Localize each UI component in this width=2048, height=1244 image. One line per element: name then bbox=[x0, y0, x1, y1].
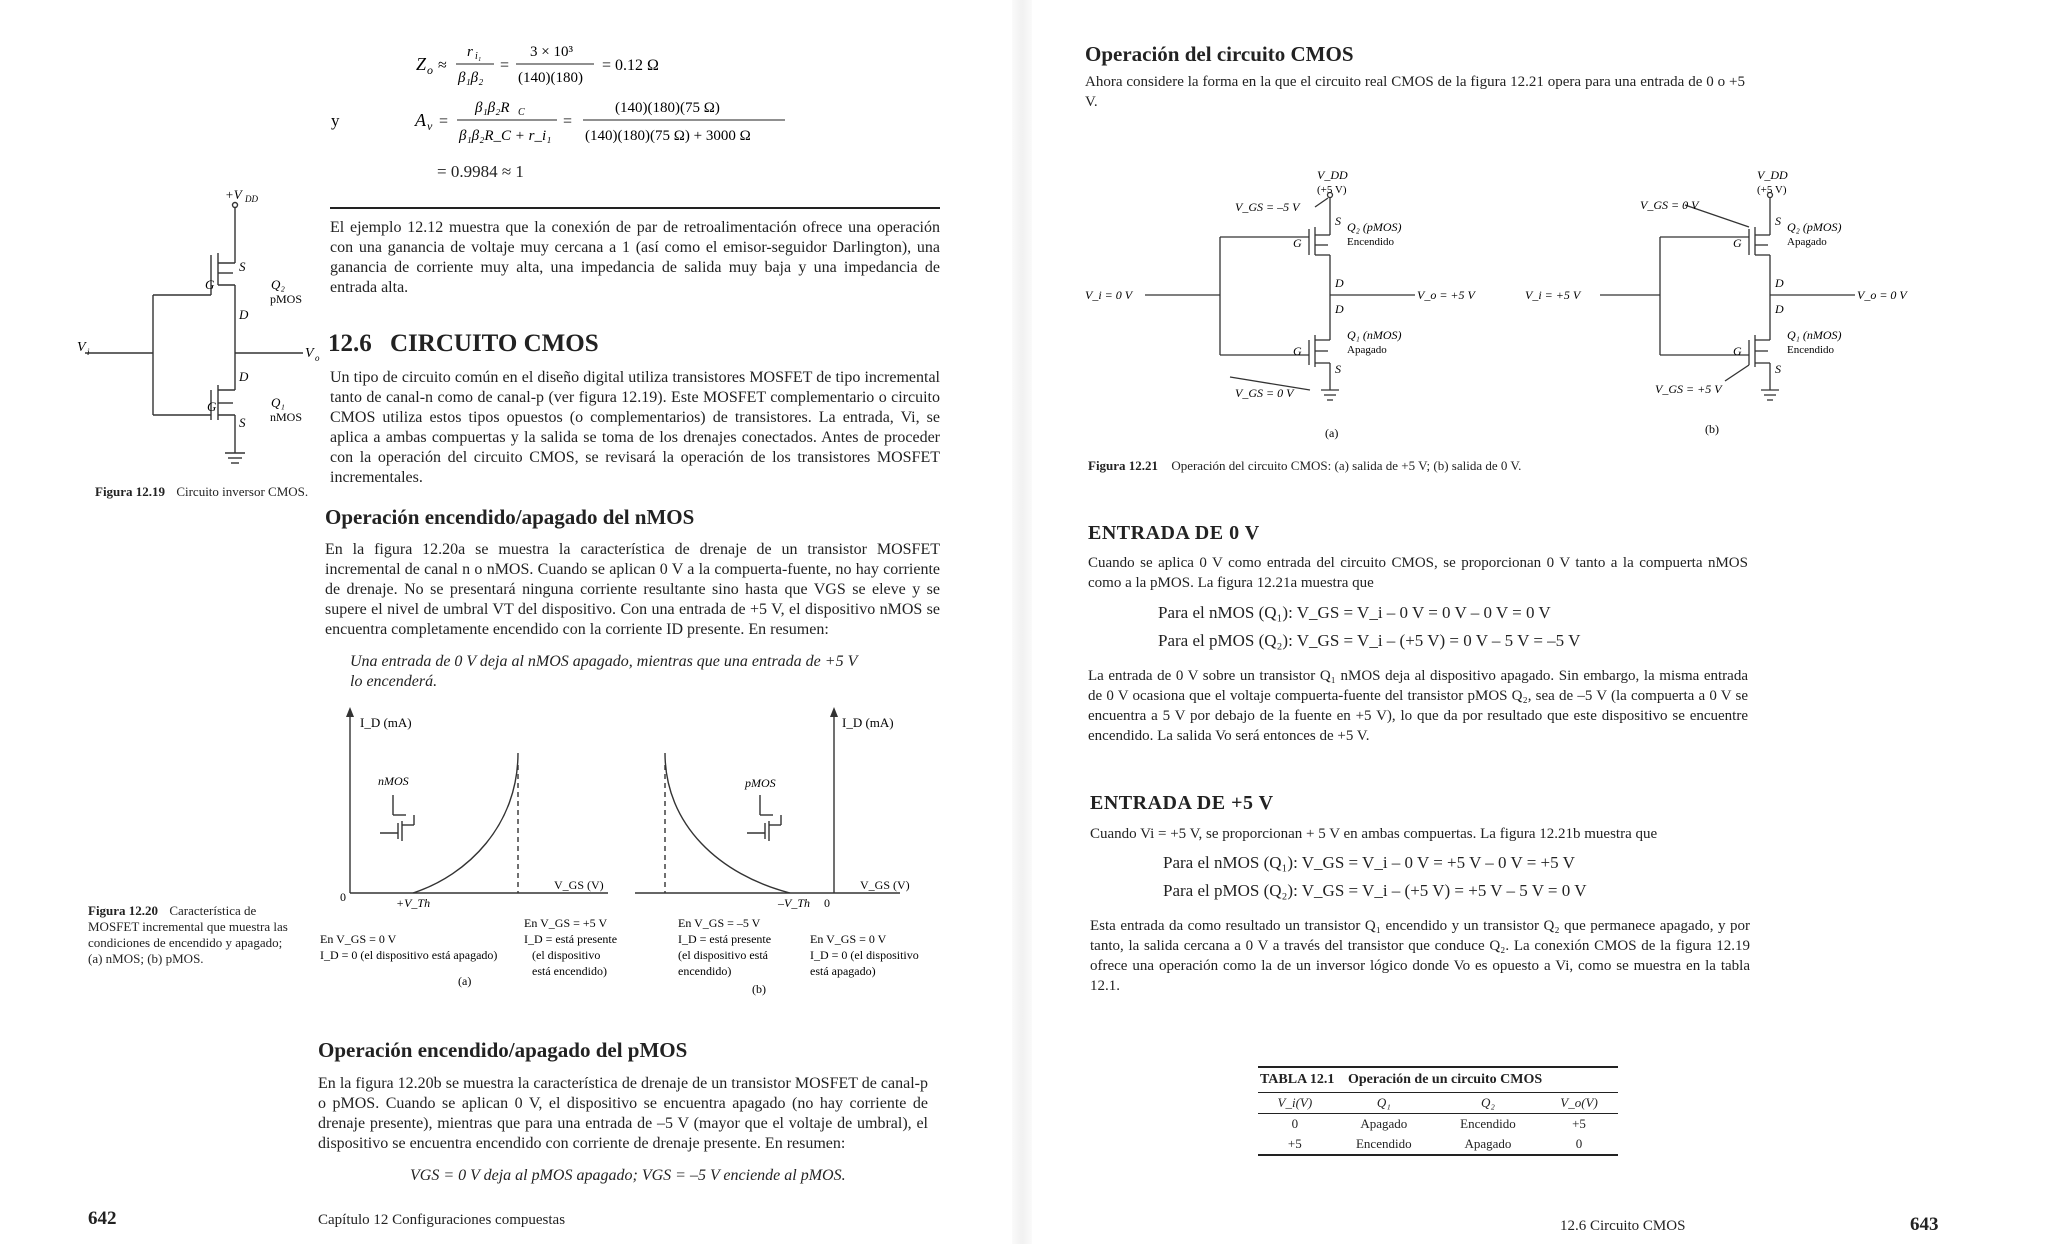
fig19-caption-text: Circuito inversor CMOS. bbox=[176, 484, 309, 499]
svg-text:o: o bbox=[315, 353, 320, 363]
right-page bbox=[1040, 0, 2048, 1244]
fig21b-vdd-val: (+5 V) bbox=[1757, 184, 1787, 196]
fig21-caption bbox=[1088, 458, 1788, 474]
fig21a-q1-state: Apagado bbox=[1347, 344, 1387, 356]
input-0v-eq2: Para el pMOS (Q₂): V_GS = V_i – (+5 V) = 0 V – 5 V = –5 V bbox=[1158, 631, 1581, 650]
nmos-characteristic bbox=[318, 705, 618, 995]
table-cell: Apagado bbox=[1464, 1136, 1512, 1151]
fig21a-q2-state: Encendido bbox=[1347, 236, 1395, 248]
nmos-heading: Operación encendido/apagado del nMOS bbox=[325, 505, 695, 529]
table-header: Q₂ bbox=[1481, 1095, 1495, 1110]
cmos-circuit-input-5v bbox=[1525, 165, 1925, 445]
fig20-caption-text: Característica de MOSFET incremental que muestra las condiciones de encendido y apagado; (a) nMOS; (b) pMOS. bbox=[88, 903, 288, 966]
svg-text:(140)(180)(75 Ω) + 3000 Ω: (140)(180)(75 Ω) + 3000 Ω bbox=[585, 128, 751, 144]
fig20b-zero: 0 bbox=[824, 896, 830, 910]
fig21a-vo: V_o = +5 V bbox=[1417, 288, 1475, 302]
figure-12-21b bbox=[1525, 165, 1925, 445]
op-paragraph: Ahora considere la forma en la que el circuito real CMOS de la figura 12.21 opera para una entrada de 0 o +5 V. bbox=[1085, 74, 1745, 110]
svg-text:G: G bbox=[1733, 344, 1742, 358]
fig19-vo: V bbox=[305, 346, 314, 361]
pmos-summary: VGS = 0 V deja al pMOS apagado; VGS = –5 V enciende al pMOS. bbox=[410, 1167, 846, 1184]
fig20a-label: (a) bbox=[458, 974, 472, 988]
fig21a-vgs-bot: V_GS = 0 V bbox=[1235, 386, 1294, 400]
table-body bbox=[1258, 1093, 1618, 1156]
equation-av bbox=[325, 96, 805, 150]
eq-zo-lhs: Z bbox=[416, 54, 427, 74]
table-cell: Encendido bbox=[1460, 1116, 1516, 1131]
left-footer: Capítulo 12 Configuraciones compuestas bbox=[318, 1212, 566, 1228]
pmos-characteristic bbox=[630, 705, 940, 1005]
fig20a-device: nMOS bbox=[378, 774, 409, 788]
svg-text:S: S bbox=[1335, 214, 1341, 228]
svg-text:r: r bbox=[467, 44, 473, 60]
section-paragraph: Un tipo de circuito común en el diseño digital utiliza transistores MOSFET de tipo incremental tanto de canal-n como de canal-p (ver figura 12.19). Este MOSFET complementario o circuito CMOS utiliza estos tipos opuestos (o complementarios) de transistores. La entrada, Vi, se aplica a ambas compuertas y la salida se toma de los drenajes conectados. Antes de proceder con la operación del circuito CMOS, se revisará la operación de los transistores MOSFET incrementales. bbox=[330, 369, 940, 486]
table-12-1 bbox=[1258, 1066, 1618, 1156]
svg-text:D: D bbox=[239, 369, 249, 384]
equation-zo-svg bbox=[412, 38, 772, 88]
table-header: V_i(V) bbox=[1277, 1095, 1313, 1110]
fig21a-vdd-val: (+5 V) bbox=[1317, 184, 1347, 196]
left-page bbox=[0, 0, 1010, 1244]
table-row bbox=[1258, 1114, 1618, 1135]
left-page-number: 642 bbox=[88, 1208, 117, 1229]
fig21b-vo: V_o = 0 V bbox=[1857, 288, 1907, 302]
fig21-caption-bold: Figura 12.21 bbox=[1088, 458, 1159, 473]
eq-zo-result: = 0.12 Ω bbox=[602, 57, 659, 74]
svg-text:A: A bbox=[415, 110, 426, 130]
fig20b-device: pMOS bbox=[745, 776, 776, 790]
fig21-caption-text: Operación del circuito CMOS: (a) salida de +5 V; (b) salida de 0 V. bbox=[1171, 458, 1522, 473]
fig20b-ann-right-3: está apagado) bbox=[810, 964, 876, 978]
fig20b-ann-left-1: En V_GS = –5 V bbox=[678, 916, 761, 930]
fig21a-q2: Q₂ (pMOS) bbox=[1347, 220, 1402, 234]
fig21b-vi: V_i = +5 V bbox=[1525, 288, 1581, 302]
figure-12-19 bbox=[75, 185, 335, 475]
fig20a-vth: +V_Th bbox=[396, 896, 431, 910]
input-5v-paragraph: Cuando Vi = +5 V, se proporcionan + 5 V en ambas compuertas. La figura 12.21b muestra que bbox=[1090, 826, 1658, 842]
svg-text:3 × 10³: 3 × 10³ bbox=[530, 44, 573, 60]
fig19-caption-bold: Figura 12.19 bbox=[95, 484, 166, 499]
fig20b-ann-left-2: I_D = está presente bbox=[678, 932, 772, 946]
svg-text:C: C bbox=[518, 107, 525, 118]
svg-text:=: = bbox=[563, 113, 573, 130]
fig20b-vth: –V_Th bbox=[778, 896, 811, 910]
fig21b-q2-state: Apagado bbox=[1787, 236, 1827, 248]
eq-y: y bbox=[331, 111, 340, 130]
fig20-caption-bold: Figura 12.20 bbox=[88, 903, 159, 918]
cmos-inverter-circuit bbox=[75, 185, 335, 475]
svg-text:i₁: i₁ bbox=[475, 51, 482, 62]
table-header-row bbox=[1258, 1093, 1618, 1114]
fig20a-ann-right-3: (el dispositivo bbox=[532, 948, 601, 962]
svg-text:o: o bbox=[427, 63, 433, 77]
input-5v-eq1: Para el nMOS (Q₁): V_GS = V_i – 0 V = +5 V – 0 V = +5 V bbox=[1163, 853, 1575, 872]
section-title: CIRCUITO CMOS bbox=[390, 330, 599, 357]
svg-text:i: i bbox=[87, 347, 90, 357]
svg-text:β₁β₂R: β₁β₂R bbox=[475, 100, 510, 116]
fig20b-ann-left-4: encendido) bbox=[678, 964, 732, 978]
fig21b-label: (b) bbox=[1705, 422, 1719, 436]
fig20-caption bbox=[88, 903, 288, 967]
fig21a-q1: Q₁ (nMOS) bbox=[1347, 328, 1402, 342]
svg-text:(140)(180)(75 Ω): (140)(180)(75 Ω) bbox=[615, 100, 720, 116]
svg-text:(140)(180): (140)(180) bbox=[518, 70, 583, 86]
equation-av-svg bbox=[325, 96, 805, 150]
figure-12-21a bbox=[1085, 165, 1505, 445]
svg-text:S: S bbox=[239, 415, 246, 430]
svg-text:S: S bbox=[1335, 362, 1341, 376]
svg-text:G: G bbox=[1293, 344, 1302, 358]
cmos-circuit-input-0v bbox=[1085, 165, 1505, 445]
fig20a-ann-right-4: está encendido) bbox=[532, 964, 607, 978]
input-5v-eq2: Para el pMOS (Q₂): V_GS = V_i – (+5 V) = +5 V – 5 V = 0 V bbox=[1163, 881, 1587, 900]
fig20a-ylabel: I_D (mA) bbox=[360, 715, 412, 730]
right-footer: 12.6 Circuito CMOS bbox=[1560, 1218, 1686, 1234]
fig19-q1-type: nMOS bbox=[270, 410, 303, 424]
pmos-heading: Operación encendido/apagado del pMOS bbox=[318, 1038, 688, 1062]
section-heading bbox=[328, 330, 599, 358]
fig21a-label: (a) bbox=[1325, 426, 1339, 440]
table-title bbox=[1258, 1066, 1618, 1093]
input-5v-heading: ENTRADA DE +5 V bbox=[1090, 792, 1274, 814]
table-title-text: Operación de un circuito CMOS bbox=[1347, 1072, 1543, 1087]
fig21b-q1: Q₁ (nMOS) bbox=[1787, 328, 1842, 342]
svg-text:D: D bbox=[239, 307, 249, 322]
fig21b-q1-state: Encendido bbox=[1787, 344, 1835, 356]
table-cell: +5 bbox=[1572, 1116, 1586, 1131]
fig20a-zero: 0 bbox=[340, 890, 346, 904]
table-cell: +5 bbox=[1287, 1136, 1302, 1151]
svg-text:v: v bbox=[427, 119, 433, 133]
fig19-vdd: +V bbox=[225, 187, 242, 202]
fig21a-vi: V_i = 0 V bbox=[1085, 288, 1133, 302]
figure-12-20a bbox=[318, 705, 618, 995]
equation-zo bbox=[412, 38, 772, 88]
svg-text:D: D bbox=[1335, 276, 1344, 290]
fig21b-q2: Q₂ (pMOS) bbox=[1787, 220, 1842, 234]
fig20a-xlabel: V_GS (V) bbox=[554, 878, 604, 892]
table-cell: Encendido bbox=[1355, 1136, 1412, 1151]
fig19-q1: Q₁ bbox=[271, 395, 285, 410]
fig21a-vgs-top: V_GS = –5 V bbox=[1235, 200, 1300, 214]
figure-12-20b bbox=[630, 705, 940, 1005]
nmos-summary-1: Una entrada de 0 V deja al nMOS apagado, mientras que una entrada de +5 V bbox=[350, 653, 858, 670]
pmos-paragraph: En la figura 12.20b se muestra la característica de drenaje de un transistor MOSFET de canal-p o pMOS. Cuando se aplican 0 V, el dispositivo se encuentra apagado (no hay corriente de drenaje presente), mientras que para una entrada de –5 V (mayor que el voltaje de umbral), el dispositivo se encuentra encendido con corriente de drenaje presente. En resumen: bbox=[318, 1075, 928, 1152]
book-gutter bbox=[1012, 0, 1032, 1244]
nmos-paragraph: En la figura 12.20a se muestra la característica de drenaje de un transistor MOSFET incremental de canal n o nMOS. Cuando se aplican 0 V a la compuerta-fuente, no hay corriente de drenaje. No se presentará ninguna corriente resultante sino hasta que VGS se eleve y se supere el nivel de umbral VT del dispositivo. Con una entrada de +5 V, el dispositivo nMOS se encuentra completamente encendido con la corriente ID presente. En resumen: bbox=[325, 541, 940, 638]
fig20a-ann-left-2: I_D = 0 (el dispositivo está apagado) bbox=[320, 948, 498, 962]
svg-text:V_DD: V_DD bbox=[1317, 168, 1348, 182]
table-header: Q₁ bbox=[1376, 1095, 1391, 1110]
fig21b-vgs-bot: V_GS = +5 V bbox=[1655, 382, 1722, 396]
svg-text:≈: ≈ bbox=[438, 57, 447, 74]
svg-text:D: D bbox=[1775, 276, 1784, 290]
fig20b-ann-right-2: I_D = 0 (el dispositivo bbox=[810, 948, 919, 962]
svg-text:D: D bbox=[1775, 302, 1784, 316]
nmos-summary-2: lo encenderá. bbox=[350, 673, 438, 690]
fig19-vi: V bbox=[77, 340, 86, 355]
fig20b-ann-left-3: (el dispositivo está bbox=[678, 948, 768, 962]
input-0v-paragraph: Cuando se aplica 0 V como entrada del circuito CMOS, se proporcionan 0 V tanto a la compuerta nMOS como a la pMOS. La figura 12.21a muestra que bbox=[1088, 555, 1748, 591]
svg-text:V_DD: V_DD bbox=[1757, 168, 1788, 182]
fig20a-ann-left-1: En V_GS = 0 V bbox=[320, 932, 397, 946]
fig20a-ann-right-1: En V_GS = +5 V bbox=[524, 916, 608, 930]
table-cell: 0 bbox=[1291, 1116, 1299, 1131]
fig20b-label: (b) bbox=[752, 982, 766, 996]
svg-text:DD: DD bbox=[245, 194, 258, 204]
table-cell: Apagado bbox=[1360, 1116, 1408, 1131]
fig19-q2: Q₂ bbox=[271, 277, 285, 292]
svg-text:S: S bbox=[1775, 214, 1781, 228]
input-0v-eq1: Para el nMOS (Q₁): V_GS = V_i – 0 V = 0 V – 0 V = 0 V bbox=[1158, 603, 1551, 622]
svg-text:G: G bbox=[1733, 236, 1742, 250]
fig21b-vgs-top: V_GS = 0 V bbox=[1640, 198, 1699, 212]
fig20b-ylabel: I_D (mA) bbox=[842, 715, 894, 730]
fig19-q2-type: pMOS bbox=[270, 292, 303, 306]
fig20a-ann-right-2: I_D = está presente bbox=[524, 932, 618, 946]
op-heading: Operación del circuito CMOS bbox=[1085, 42, 1354, 66]
fig19-caption bbox=[95, 484, 310, 500]
fig20b-xlabel: V_GS (V) bbox=[860, 878, 910, 892]
fig20b-ann-right-1: En V_GS = 0 V bbox=[810, 932, 887, 946]
table-title-bold: TABLA 12.1 bbox=[1260, 1072, 1335, 1087]
input-0v-paragraph2: La entrada de 0 V sobre un transistor Q₁ nMOS deja al dispositivo apagado. Sin embargo, la misma entrada de 0 V ocasiona que el voltaje compuerta-fuente del transistor pMOS Q₂, sea de –5 V (la compuerta a 0 V se encuentra a 5 V por debajo de la fuente en +5 V), lo que da por resultado que este dispositivo se encuentre encendido. La salida Vo será entonces de +5 V. bbox=[1088, 668, 1748, 744]
svg-text:G: G bbox=[1293, 236, 1302, 250]
svg-text:G: G bbox=[205, 277, 215, 292]
intro-paragraph: El ejemplo 12.12 muestra que la conexión de par de retroalimentación ofrece una operación con una ganancia de voltaje muy cercana a 1 (así como el emisor-seguidor Darlington), una ganancia de corriente muy alta, una impedancia de salida muy baja y una impedancia de entrada alta. bbox=[330, 219, 940, 296]
svg-text:β₁β₂R_C + r_i₁: β₁β₂R_C + r_i₁ bbox=[459, 128, 552, 144]
example-end-rule bbox=[330, 207, 940, 209]
table-header: V_o(V) bbox=[1560, 1095, 1598, 1110]
svg-text:β₁β₂: β₁β₂ bbox=[458, 70, 484, 86]
input-0v-heading: ENTRADA DE 0 V bbox=[1088, 522, 1260, 544]
svg-text:S: S bbox=[239, 259, 246, 274]
svg-text:=: = bbox=[439, 113, 449, 130]
section-number: 12.6 bbox=[328, 330, 372, 357]
svg-text:=: = bbox=[500, 57, 510, 74]
svg-text:G: G bbox=[207, 399, 217, 414]
svg-text:S: S bbox=[1775, 362, 1781, 376]
table-cell: 0 bbox=[1575, 1136, 1583, 1151]
input-5v-paragraph2: Esta entrada da como resultado un transistor Q₁ encendido y un transistor Q₂ que permanece apagado, y por tanto, la salida cercana a 0 V a través del transistor que conduce Q₂. La conexión CMOS de la figura 12.19 ofrece una operación como la de un inversor lógico donde Vo es opuesto a Vi, como se muestra en la tabla 12.1. bbox=[1090, 918, 1750, 994]
equation-av-result: = 0.9984 ≈ 1 bbox=[437, 162, 524, 181]
svg-text:D: D bbox=[1335, 302, 1344, 316]
right-page-number: 643 bbox=[1910, 1214, 1939, 1235]
table-row bbox=[1258, 1134, 1618, 1155]
